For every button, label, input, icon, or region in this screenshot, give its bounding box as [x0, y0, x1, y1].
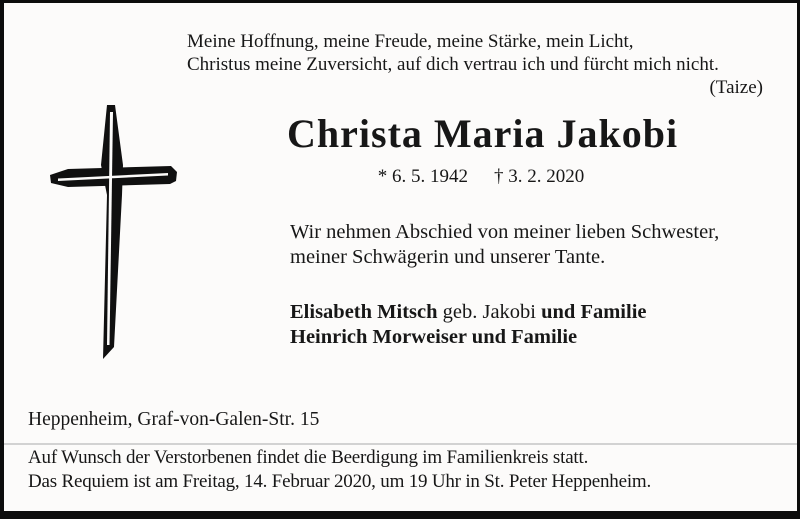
farewell-text	[290, 220, 719, 270]
farewell-line-1: Wir nehmen Abschied von meiner lieben Schwester,	[290, 221, 720, 243]
farewell-line-2: meiner Schwägerin und unserer Tante.	[290, 246, 606, 268]
mourner-maiden-name: geb. Jakobi	[442, 301, 536, 323]
mourner-line-2: Heinrich Morweiser und Familie	[290, 326, 578, 348]
funeral-info-line-1: Auf Wunsch der Verstorbenen findet die Beerdigung im Familienkreis statt.	[28, 447, 589, 468]
quote-block	[187, 30, 763, 99]
mourner-line-1	[290, 300, 647, 325]
funeral-info-line-2: Das Requiem ist am Freitag, 14. Februar 2020, um 19 Uhr in St. Peter Heppenheim.	[28, 471, 652, 492]
quote-line-1: Meine Hoffnung, meine Freude, meine Stärke, mein Licht,	[187, 31, 634, 52]
mourner-name: Elisabeth Mitsch	[290, 301, 438, 323]
funeral-info	[28, 446, 651, 494]
separator-line	[4, 443, 797, 445]
deceased-name: Christa Maria Jakobi	[287, 111, 679, 156]
mourner-family: und Familie	[541, 301, 647, 323]
christian-cross-icon	[46, 99, 179, 363]
death-date: † 3. 2. 2020	[494, 166, 585, 187]
quote-attribution: (Taize)	[709, 77, 763, 98]
mourners-list	[290, 300, 647, 350]
name-block	[287, 111, 679, 188]
quote-line-2: Christus meine Zuversicht, auf dich vertrau ich und fürcht mich nicht.	[187, 54, 719, 75]
address-line: Heppenheim, Graf-von-Galen-Str. 15	[28, 409, 320, 430]
life-dates	[287, 166, 675, 188]
birth-date: * 6. 5. 1942	[377, 166, 468, 187]
